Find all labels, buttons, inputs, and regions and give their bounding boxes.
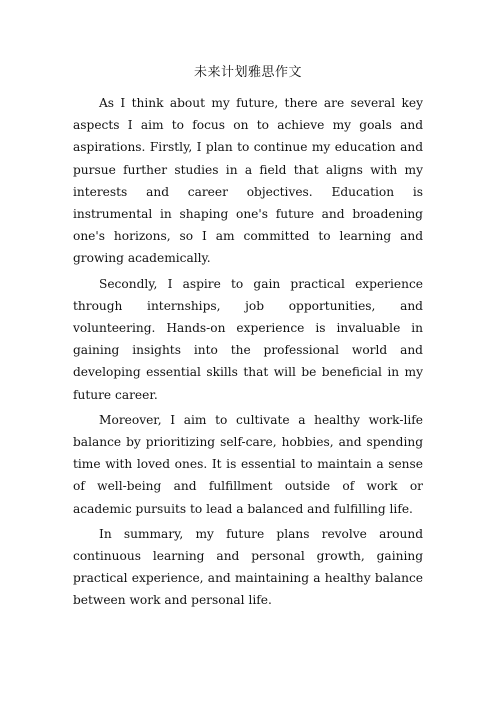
paragraph-moreover: Moreover, I aim to cultivate a healthy work-life balance by prioritizing self-care, hobbies, and spending time with loved ones. It is essential to maintain a sense of well-being and fulfillment outside of work or academic pursuits to lead a balanced and fulfilling life. (73, 412, 423, 516)
paragraph-intro: As I think about my future, there are several key aspects I aim to focus on to achieve my goals and aspirations. Firstly, I plan to continue my education and pursue further studies in a field that aligns with my interests and career objectives. Education is instrumental in shaping one's future and broadening one's horizons, so I am committed to learning and growing academically. (73, 96, 423, 266)
paragraph-summary: In summary, my future plans revolve around continuous learning and personal growth, gaining practical experience, and maintaining a healthy balance between work and personal life. (73, 526, 423, 608)
paragraph-secondly: Secondly, I aspire to gain practical experience through internships, job opportunities, and volunteering. Hands-on experience is invaluable in gaining insights into the professional world and developing essential skills that will be beneficial in my future career. (73, 276, 423, 402)
document-title: 未来计划雅思作文 (193, 65, 302, 80)
document-body (73, 92, 423, 615)
